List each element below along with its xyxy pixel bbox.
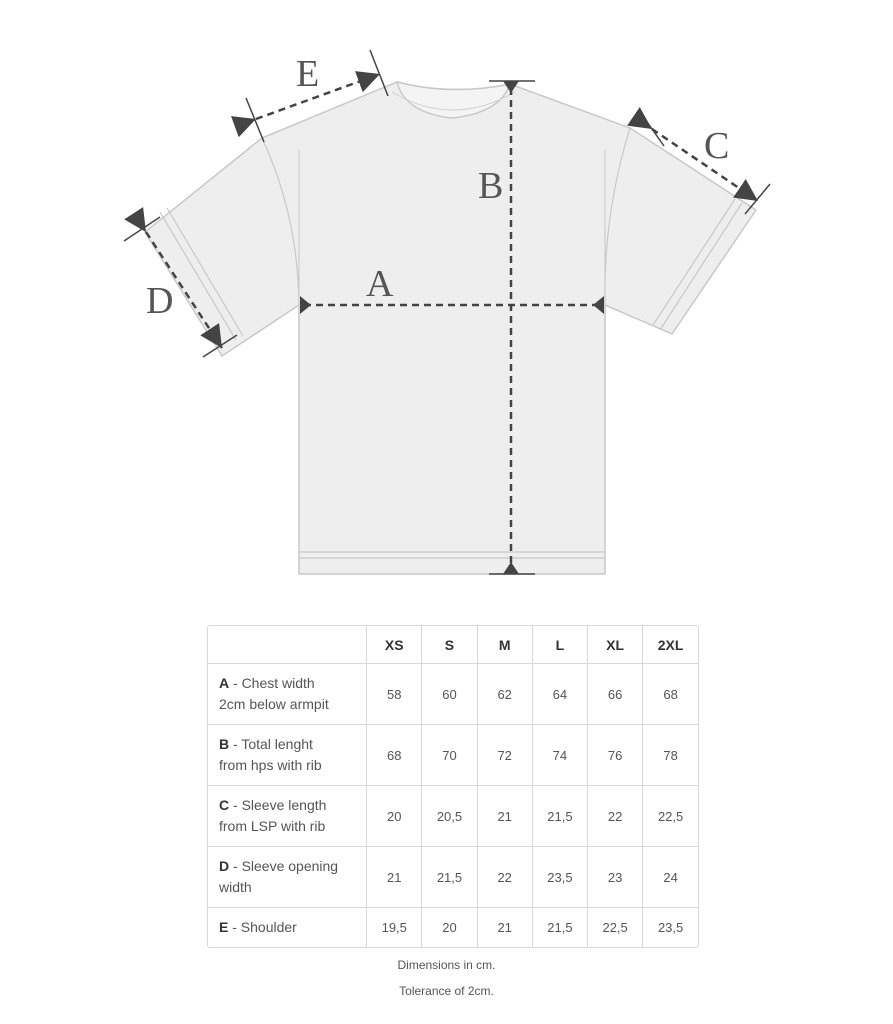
table-cell: 66: [588, 664, 643, 725]
table-cell: 21,5: [532, 786, 587, 847]
size-header-2xl: 2XL: [643, 626, 698, 664]
table-cell: 20: [367, 786, 422, 847]
table-cell: 23,5: [532, 847, 587, 908]
table-cell: 20: [422, 908, 477, 947]
size-header-xl: XL: [588, 626, 643, 664]
label-c: C: [704, 125, 730, 167]
table-cell: 78: [643, 725, 698, 786]
table-cell: 21: [367, 847, 422, 908]
row-label: E - Shoulder: [208, 908, 367, 947]
row-label: C - Sleeve length from LSP with rib: [208, 786, 367, 847]
table-cell: 64: [532, 664, 587, 725]
table-row-d: [208, 847, 698, 908]
table-cell: 24: [643, 847, 698, 908]
table-cell: 76: [588, 725, 643, 786]
table-cell: 72: [477, 725, 532, 786]
tolerance-note: Tolerance of 2cm.: [399, 984, 494, 998]
table-cell: 74: [532, 725, 587, 786]
table-row-a: [208, 664, 698, 725]
table-cell: 68: [643, 664, 698, 725]
table-cell: 22,5: [643, 786, 698, 847]
table-cell: 21,5: [532, 908, 587, 947]
size-header-s: S: [422, 626, 477, 664]
table-cell: 19,5: [367, 908, 422, 947]
table-row-b: [208, 725, 698, 786]
table-cell: 21: [477, 908, 532, 947]
table-cell: 20,5: [422, 786, 477, 847]
table-cell: 21: [477, 786, 532, 847]
size-header-m: M: [477, 626, 532, 664]
label-e: E: [296, 53, 320, 95]
table-cell: 21,5: [422, 847, 477, 908]
table-cell: 70: [422, 725, 477, 786]
table-row-e: [208, 908, 698, 947]
table-row-c: [208, 786, 698, 847]
label-a: A: [366, 263, 394, 305]
row-label: B - Total lenght from hps with rib: [208, 725, 367, 786]
row-label: A - Chest width 2cm below armpit: [208, 664, 367, 725]
dimensions-note: Dimensions in cm.: [397, 958, 496, 972]
label-d: D: [146, 280, 174, 322]
size-chart-table: [207, 625, 699, 948]
size-header-xs: XS: [367, 626, 422, 664]
size-header-l: L: [532, 626, 587, 664]
size-header-row: [208, 626, 698, 664]
table-cell: 62: [477, 664, 532, 725]
table-cell: 68: [367, 725, 422, 786]
tshirt-outline: [145, 82, 756, 574]
table-cell: 22: [477, 847, 532, 908]
label-b: B: [478, 165, 504, 207]
header-empty-cell: [208, 626, 367, 664]
row-label: D - Sleeve opening width: [208, 847, 367, 908]
table-cell: 23: [588, 847, 643, 908]
table-cell: 58: [367, 664, 422, 725]
table-cell: 22: [588, 786, 643, 847]
table-cell: 23,5: [657, 919, 684, 935]
table-cell: 60: [422, 664, 477, 725]
table-cell: 22,5: [588, 908, 643, 947]
